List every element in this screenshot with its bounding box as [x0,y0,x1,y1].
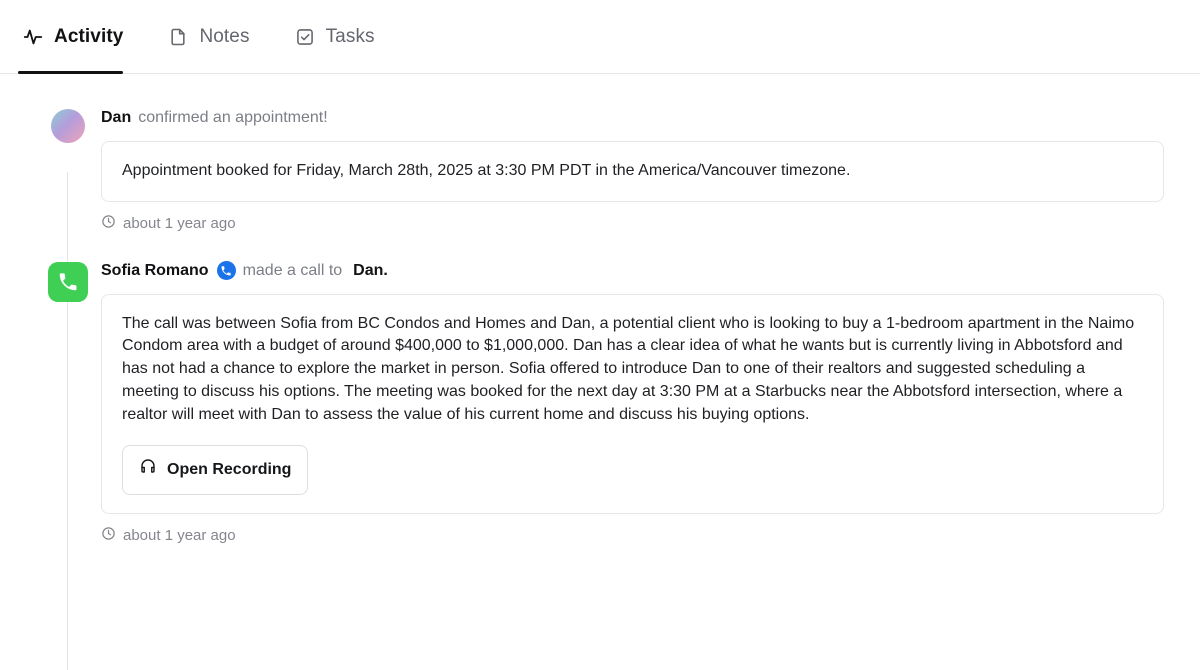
tab-activity[interactable] [18,0,141,73]
event-timestamp-label: about 1 year ago [123,527,236,545]
event-card-text: Appointment booked for Friday, March 28th, 2025 at 3:30 PM PDT in the America/Vancouver timezone. [122,162,851,179]
event-body [101,106,1166,233]
clock-icon [101,526,116,545]
event-timestamp [101,526,1164,545]
tab-notes-label: Notes [199,25,250,47]
event-body [101,259,1166,545]
tab-notes[interactable] [163,0,267,73]
tab-activity-label: Activity [54,25,124,47]
event-target: Dan. [353,261,388,279]
event-badge-column [34,106,101,143]
clock-icon [101,214,116,233]
timeline-event-call [34,259,1166,545]
checkbox-icon [294,26,316,48]
event-actor: Dan [101,109,132,126]
provider-badge-icon [217,261,236,280]
event-card [101,294,1164,514]
event-timestamp [101,214,1164,233]
event-header [101,259,1164,283]
avatar [51,109,85,143]
tab-tasks-label: Tasks [325,25,375,47]
event-action: confirmed an appointment! [138,109,328,126]
event-actor: Sofia Romano [101,261,209,279]
event-timestamp-label: about 1 year ago [123,214,236,232]
tab-bar [0,0,1200,74]
timeline-event-appointment [34,106,1166,233]
headphones-icon [139,457,157,483]
event-card [101,141,1164,202]
event-header [101,106,1164,130]
tab-tasks[interactable] [290,0,393,73]
event-card-text: The call was between Sofia from BC Condos and Homes and Dan, a potential client who is looking to buy a 1-bedroom apartment in the Naimo Condom area with a budget of around $400,000 to $1,000,000. Dan has a clear idea of what he wants but is currently living in Abbotsford and has not had a chance to explore the market in person. Sofia offered to introduce Dan to one of their realtors and suggested scheduling a meeting to discuss his options. The meeting was booked for the next day at 3:30 PM at a Starbucks near the Abbotsford intersection, where a realtor will meet with Dan to assess the value of his current home and discuss his buying options. [122,314,1135,423]
activity-pulse-icon [22,26,44,48]
event-badge-column [34,259,101,302]
activity-timeline [0,74,1200,670]
phone-icon [48,262,88,302]
event-action: made a call to [242,261,343,279]
document-icon [167,26,189,48]
open-recording-button[interactable] [122,445,308,495]
open-recording-label: Open Recording [167,460,292,478]
